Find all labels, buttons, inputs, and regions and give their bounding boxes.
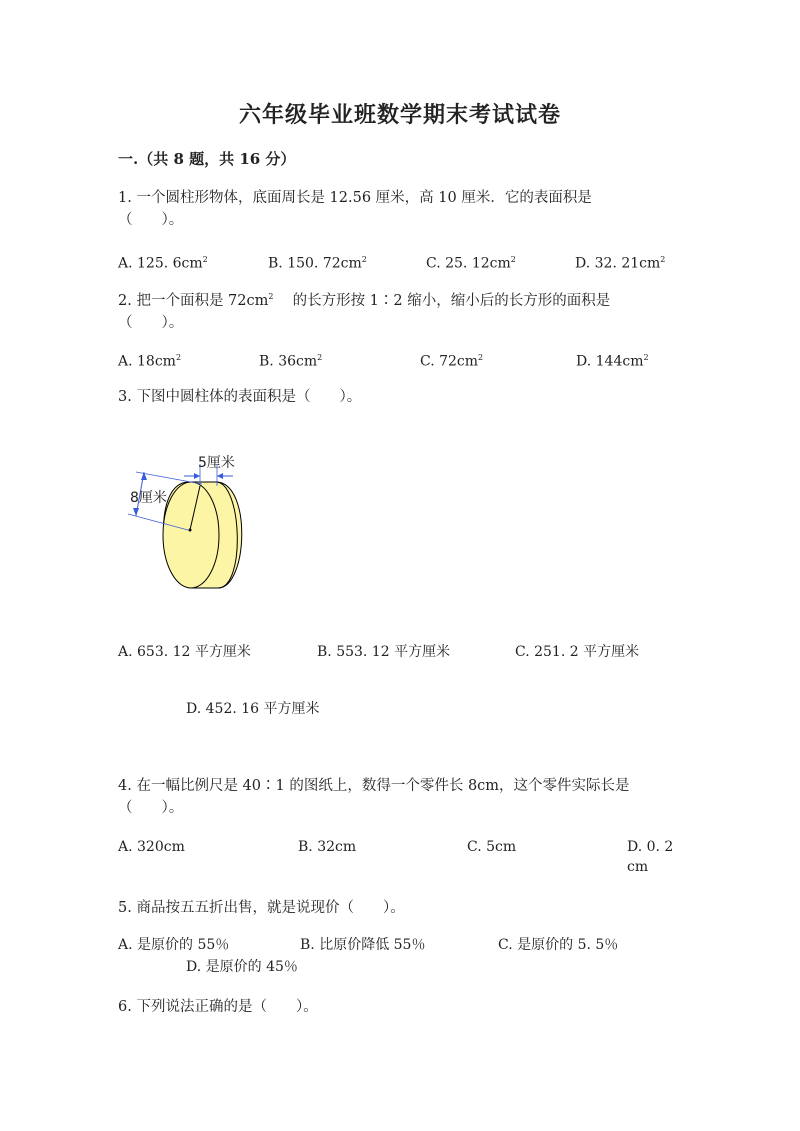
arrow-right-icon bbox=[194, 473, 200, 479]
question-4-line2: （ ）。 bbox=[118, 800, 184, 816]
question-5-line1: 5. 商品按五五折出售，就是说现价（ ）。 bbox=[118, 900, 405, 916]
question-2-option-b: B. $36cm^2$ bbox=[259, 353, 323, 370]
question-4-option-b: B. 32cm bbox=[298, 839, 357, 855]
question-6-line1: 6. 下列说法正确的是（ ）。 bbox=[118, 999, 318, 1015]
question-5 bbox=[118, 897, 678, 919]
question-3 bbox=[118, 386, 678, 408]
question-3-line1: 3. 下图中圆柱体的表面积是（ ）。 bbox=[118, 389, 362, 405]
question-3-option-d: D. 452. 16 平方厘米 bbox=[186, 701, 320, 717]
question-4-line1: 4. 在一幅比例尺是 40∶1 的图纸上，数得一个零件长 8cm，这个零件实际长是 bbox=[118, 778, 630, 794]
arrow-down-icon bbox=[133, 508, 139, 516]
question-4-option-c: C. 5cm bbox=[467, 839, 517, 855]
question-2-option-a: A. $18cm^2$ bbox=[118, 353, 182, 370]
center-dot bbox=[189, 529, 192, 532]
question-3-option-b: B. 553. 12 平方厘米 bbox=[317, 644, 451, 660]
figure-label-diameter: 8厘米 bbox=[130, 490, 167, 506]
section-heading: 一.（共 8 题，共 16 分） bbox=[118, 150, 296, 168]
question-1-line1: 1. 一个圆柱形物体，底面周长是 12.56 厘米，高 10 厘米．它的表面积是 bbox=[118, 190, 592, 206]
cylinder-figure bbox=[120, 448, 260, 598]
question-2-option-c: C. $72cm^2$ bbox=[420, 353, 484, 370]
figure-label-height: 5厘米 bbox=[198, 455, 235, 471]
question-2-option-d: D. $144cm^2$ bbox=[576, 353, 649, 370]
question-5-option-a: A. 是原价的 55％ bbox=[118, 937, 230, 953]
question-1-option-b: B. 150. $72cm^2$ bbox=[268, 255, 367, 272]
arrow-left-icon bbox=[217, 473, 223, 479]
question-4 bbox=[118, 775, 678, 819]
question-1 bbox=[118, 187, 678, 231]
question-2 bbox=[118, 286, 678, 334]
question-1-option-c: C. 25. $12cm^2$ bbox=[426, 255, 516, 272]
question-5-option-d: D. 是原价的 45％ bbox=[186, 959, 298, 975]
question-1-option-d: D. 32. $21cm^2$ bbox=[575, 255, 666, 272]
question-4-option-a: A. 320cm bbox=[118, 839, 185, 855]
question-6 bbox=[118, 996, 678, 1018]
question-4-option-d: D. 0. 2cm bbox=[627, 839, 674, 875]
question-5-option-b: B. 比原价降低 55％ bbox=[300, 937, 426, 953]
question-1-line2: （ ）。 bbox=[118, 212, 184, 228]
question-3-option-c: C. 251. 2 平方厘米 bbox=[515, 644, 640, 660]
cylinder-front-face bbox=[163, 482, 219, 588]
question-2-line2: （ ）。 bbox=[118, 314, 184, 331]
question-2-line1: 2. 把一个面积是 $72cm^2$ 的长方形按 1∶2 缩小，缩小后的长方形的面积是 bbox=[118, 292, 611, 309]
question-5-option-c: C. 是原价的 5. 5％ bbox=[498, 937, 619, 953]
question-3-option-a: A. 653. 12 平方厘米 bbox=[118, 644, 251, 660]
page-title: 六年级毕业班数学期末考试试卷 bbox=[238, 102, 561, 128]
question-1-option-a: A. 125. $6cm^2$ bbox=[118, 255, 208, 272]
